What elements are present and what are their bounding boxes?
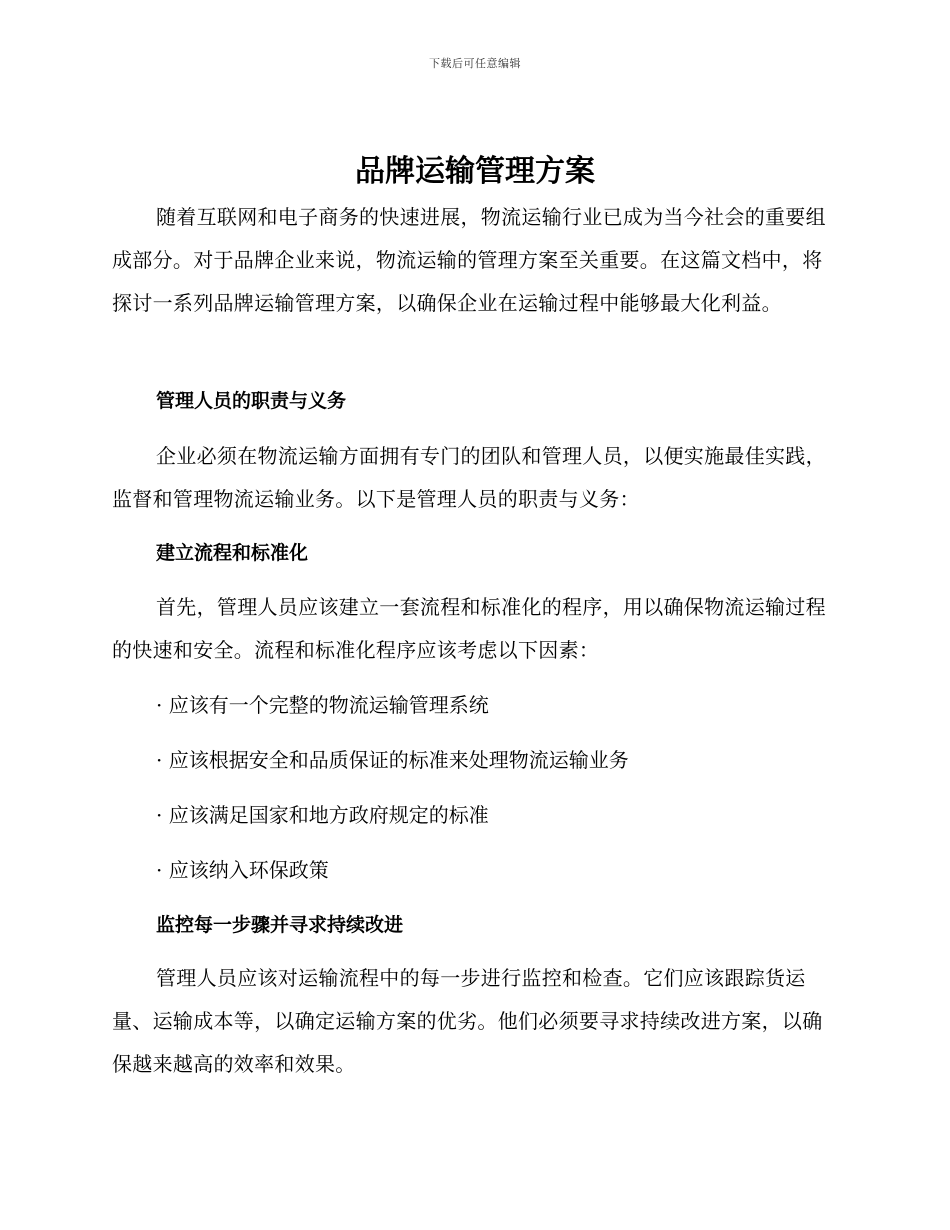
document-title: 品牌运输管理方案 [355,154,595,189]
responsibilities-paragraph: 企业必须在物流运输方面拥有专门的团队和管理人员，以便实施最佳实践，监督和管理物流运输业务。以下是管理人员的职责与义务： [112,444,826,511]
bullet-item: · 应该有一个完整的物流运输管理系统 [156,693,489,717]
standardization-paragraph: 首先，管理人员应该建立一套流程和标准化的程序，用以确保物流运输过程的快速和安全。流程和标准化程序应该考虑以下因素： [112,595,826,662]
section-heading-standardization: 建立流程和标准化 [156,542,309,564]
bullet-item: · 应该满足国家和地方政府规定的标准 [156,803,489,827]
intro-paragraph: 随着互联网和电子商务的快速进展，物流运输行业已成为当今社会的重要组成部分。对于品牌企业来说，物流运输的管理方案至关重要。在这篇文档中，将探讨一系列品牌运输管理方案，以确保企业在运输过程中能够最大化利益。 [112,205,826,315]
bullet-item: · 应该纳入环保政策 [156,858,329,882]
monitoring-paragraph: 管理人员应该对运输流程中的每一步进行监控和检查。它们应该跟踪货运量、运输成本等，以确定运输方案的优劣。他们必须要寻求持续改进方案，以确保越来越高的效率和效果。 [112,966,823,1076]
section-heading-responsibilities: 管理人员的职责与义务 [156,390,347,412]
header-note: 下载后可任意编辑 [429,57,521,70]
bullet-item: · 应该根据安全和品质保证的标准来处理物流运输业务 [156,748,629,772]
section-heading-monitoring: 监控每一步骤并寻求持续改进 [156,914,404,936]
